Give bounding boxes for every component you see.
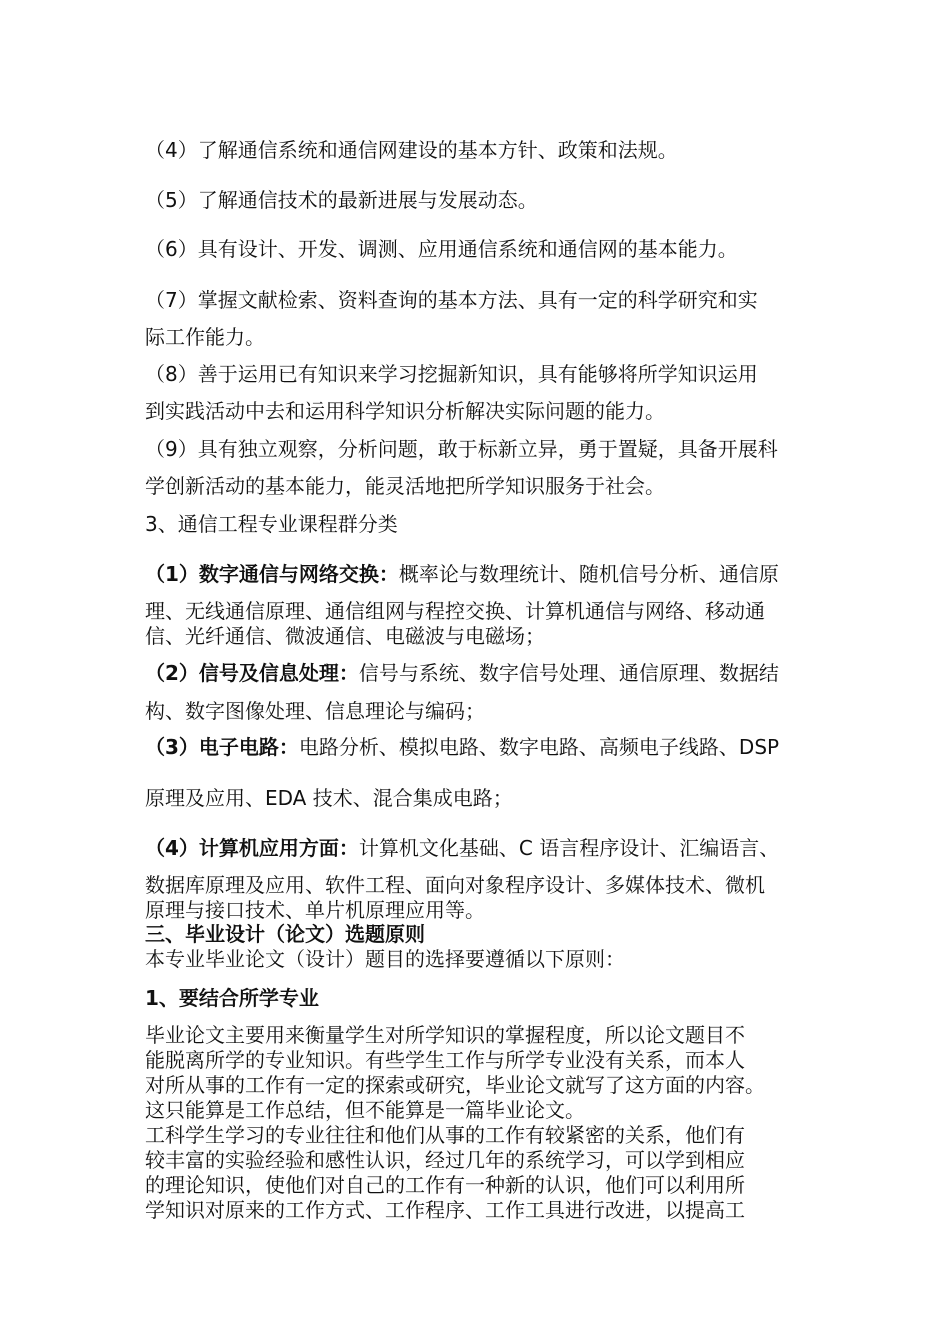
course-group-1-line-2: 理、无线通信原理、通信组网与程控交换、计算机通信与网络、移动通 <box>145 599 765 623</box>
paragraph-2-line-3: 的理论知识，使他们对自己的工作有一种新的认识，他们可以利用所 <box>145 1173 745 1197</box>
requirement-7-line-2: 际工作能力。 <box>145 325 265 349</box>
course-group-4-text: 计算机文化基础、C 语言程序设计、汇编语言、 <box>358 836 780 860</box>
requirement-8-line-1: （8）善于运用已有知识来学习挖掘新知识，具有能够将所学知识运用 <box>145 362 758 386</box>
section-3-title: 3、通信工程专业课程群分类 <box>145 512 398 536</box>
requirement-8-line-2: 到实践活动中去和运用科学知识分析解决实际问题的能力。 <box>145 399 665 423</box>
course-group-4-line-3: 原理与接口技术、单片机原理应用等。 <box>145 898 485 922</box>
requirement-4: （4）了解通信系统和通信网建设的基本方针、政策和法规。 <box>145 138 678 162</box>
paragraph-2-line-4: 学知识对原来的工作方式、工作程序、工作工具进行改进，以提高工 <box>145 1198 745 1222</box>
course-group-4-line-2: 数据库原理及应用、软件工程、面向对象程序设计、多媒体技术、微机 <box>145 873 765 897</box>
course-group-2-line-2: 构、数字图像处理、信息理论与编码； <box>145 699 485 723</box>
course-group-3-text: 电路分析、模拟电路、数字电路、高频电子线路、DSP <box>298 735 780 759</box>
course-group-3-label: （3）电子电路： <box>145 735 299 759</box>
course-group-1-text: 概率论与数理统计、随机信号分析、通信原 <box>398 562 779 586</box>
requirement-7-line-1: （7）掌握文献检索、资料查询的基本方法、具有一定的科学研究和实 <box>145 288 758 312</box>
course-group-1-line-3: 信、光纤通信、微波通信、电磁波与电磁场； <box>145 624 545 648</box>
paragraph-1-line-1: 毕业论文主要用来衡量学生对所学知识的掌握程度，所以论文题目不 <box>145 1023 745 1047</box>
paragraph-2-line-2: 较丰富的实验经验和感性认识，经过几年的系统学习，可以学到相应 <box>145 1148 745 1172</box>
course-group-2-line-1 <box>145 660 779 686</box>
course-group-3-line-2: 原理及应用、EDA 技术、混合集成电路； <box>145 786 513 810</box>
principles-intro: 本专业毕业论文（设计）题目的选择要遵循以下原则： <box>145 947 625 971</box>
requirement-9-line-1: （9）具有独立观察，分析问题，敢于标新立异，勇于置疑，具备开展科 <box>145 437 778 461</box>
paragraph-2-line-1: 工科学生学习的专业往往和他们从事的工作有较紧密的关系，他们有 <box>145 1123 745 1147</box>
requirement-5: （5）了解通信技术的最新进展与发展动态。 <box>145 188 538 212</box>
requirement-9-line-2: 学创新活动的基本能力，能灵活地把所学知识服务于社会。 <box>145 474 665 498</box>
course-group-2-text: 信号与系统、数字信号处理、通信原理、数据结 <box>358 661 779 685</box>
course-group-4-line-1 <box>145 835 779 861</box>
chapter-3-heading: 三、毕业设计（论文）选题原则 <box>145 922 425 946</box>
course-group-1-label: （1）数字通信与网络交换： <box>145 562 399 586</box>
course-group-2-label: （2）信号及信息处理： <box>145 661 359 685</box>
course-group-1-line-1 <box>145 561 779 587</box>
principle-1-title: 1、要结合所学专业 <box>145 986 319 1010</box>
course-group-3-line-1 <box>145 734 779 760</box>
paragraph-1-line-2: 能脱离所学的专业知识。有些学生工作与所学专业没有关系，而本人 <box>145 1048 745 1072</box>
paragraph-1-line-4: 这只能算是工作总结，但不能算是一篇毕业论文。 <box>145 1098 585 1122</box>
paragraph-1-line-3: 对所从事的工作有一定的探索或研究，毕业论文就写了这方面的内容。 <box>145 1073 765 1097</box>
requirement-6: （6）具有设计、开发、调测、应用通信系统和通信网的基本能力。 <box>145 237 738 261</box>
course-group-4-label: （4）计算机应用方面： <box>145 836 359 860</box>
